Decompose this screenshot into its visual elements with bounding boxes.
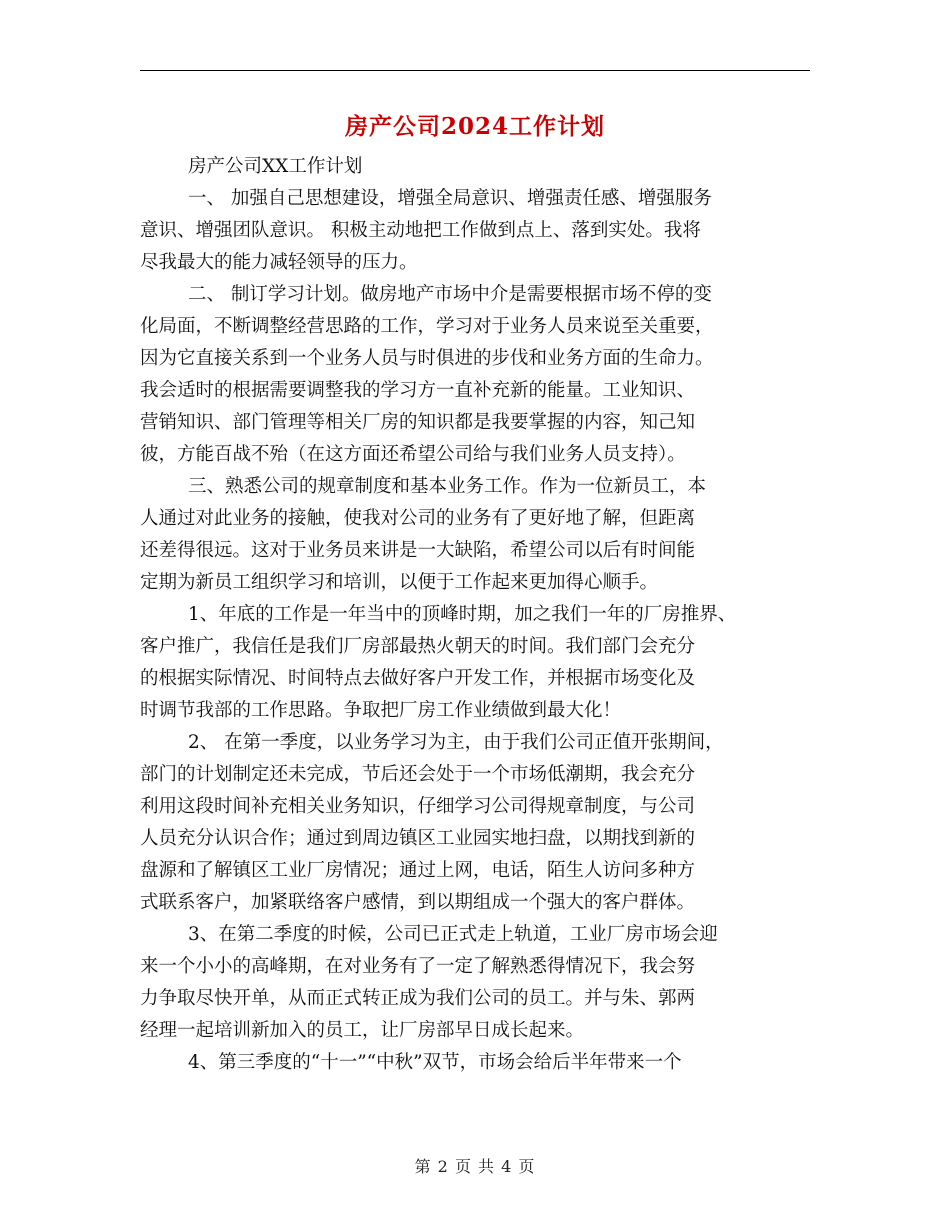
paragraph-line: 的根据实际情况、时间特点去做好客户开发工作，并根据市场变化及 xyxy=(140,668,696,689)
paragraph-line: 还差得很远。这对于业务员来讲是一大缺陷，希望公司以后有时间能 xyxy=(140,540,696,561)
paragraph xyxy=(140,919,812,1047)
page-footer: 第 2 页 共 4 页 xyxy=(414,1157,536,1176)
paragraph-line: 客户推广，我信任是我们厂房部最热火朝天的时间。我们部门会充分 xyxy=(140,636,696,657)
paragraph-line: 1、年底的工作是一年当中的顶峰时期，加之我们一年的厂房推界、 xyxy=(188,604,737,625)
paragraph-line: 三、熟悉公司的规章制度和基本业务工作。作为一位新员工，本 xyxy=(188,476,707,497)
paragraph-line: 3、在第二季度的时候，公司已正式走上轨道，工业厂房市场会迎 xyxy=(188,924,718,945)
paragraph-line: 盘源和了解镇区工业厂房情况；通过上网，电话，陌生人访问多种方 xyxy=(140,860,696,881)
paragraph-line: 利用这段时间补充相关业务知识，仔细学习公司得规章制度，与公司 xyxy=(140,796,696,817)
paragraph-line: 力争取尽快开单，从而正式转正成为我们公司的员工。并与朱、郭两 xyxy=(140,988,696,1009)
paragraph xyxy=(140,279,812,471)
paragraph xyxy=(140,1047,812,1079)
paragraph xyxy=(140,471,812,599)
paragraph-line: 彼，方能百战不殆（在这方面还希望公司给与我们业务人员支持）。 xyxy=(140,444,686,465)
paragraph-line: 经理一起培训新加入的员工，让厂房部早日成长起来。 xyxy=(140,1020,585,1041)
paragraph-line: 意识、增强团队意识。 积极主动地把工作做到点上、落到实处。我将 xyxy=(140,220,701,241)
paragraph xyxy=(140,183,812,279)
paragraph-line: 营销知识、部门管理等相关厂房的知识都是我要掌握的内容，知己知 xyxy=(140,412,696,433)
paragraph-line: 时调节我部的工作思路。争取把厂房工作业绩做到最大化！ xyxy=(140,700,622,721)
subtitle: 房产公司XX工作计划 xyxy=(188,156,363,177)
paragraph-line: 2、 在第一季度，以业务学习为主，由于我们公司正值开张期间， xyxy=(188,732,724,753)
paragraph-line: 因为它直接关系到一个业务人员与时俱进的步伐和业务方面的生命力。 xyxy=(140,348,714,369)
document-body xyxy=(140,151,812,1079)
paragraph-line: 来一个小小的高峰期，在对业务有了一定了解熟悉得情况下，我会努 xyxy=(140,956,696,977)
paragraph-line: 式联系客户，加紧联络客户感情，到以期组成一个强大的客户群体。 xyxy=(140,892,696,913)
header-rule xyxy=(140,70,810,71)
paragraph-line: 人通过对此业务的接触，使我对公司的业务有了更好地了解，但距离 xyxy=(140,508,696,529)
paragraph-line: 尽我最大的能力减轻领导的压力。 xyxy=(140,252,418,273)
paragraph-container xyxy=(140,183,812,1079)
paragraph-line: 定期为新员工组织学习和培训，以便于工作起来更加得心顺手。 xyxy=(140,572,659,593)
paragraph-line: 4、第三季度的“十一”“中秋”双节，市场会给后半年带来一个 xyxy=(188,1052,682,1073)
paragraph xyxy=(140,599,812,727)
paragraph-line: 一、 加强自己思想建设，增强全局意识、增强责任感、增强服务 xyxy=(188,188,712,209)
paragraph-line: 化局面，不断调整经营思路的工作，学习对于业务人员来说至关重要， xyxy=(140,316,714,337)
document-title: 房产公司2024工作计划 xyxy=(344,113,605,140)
paragraph-line: 我会适时的根据需要调整我的学习方一直补充新的能量。工业知识、 xyxy=(140,380,696,401)
paragraph-line: 人员充分认识合作；通过到周边镇区工业园实地扫盘，以期找到新的 xyxy=(140,828,696,849)
paragraph-line: 部门的计划制定还未完成，节后还会处于一个市场低潮期，我会充分 xyxy=(140,764,696,785)
paragraph xyxy=(140,727,812,919)
paragraph-line: 二、 制订学习计划。做房地产市场中介是需要根据市场不停的变 xyxy=(188,284,712,305)
